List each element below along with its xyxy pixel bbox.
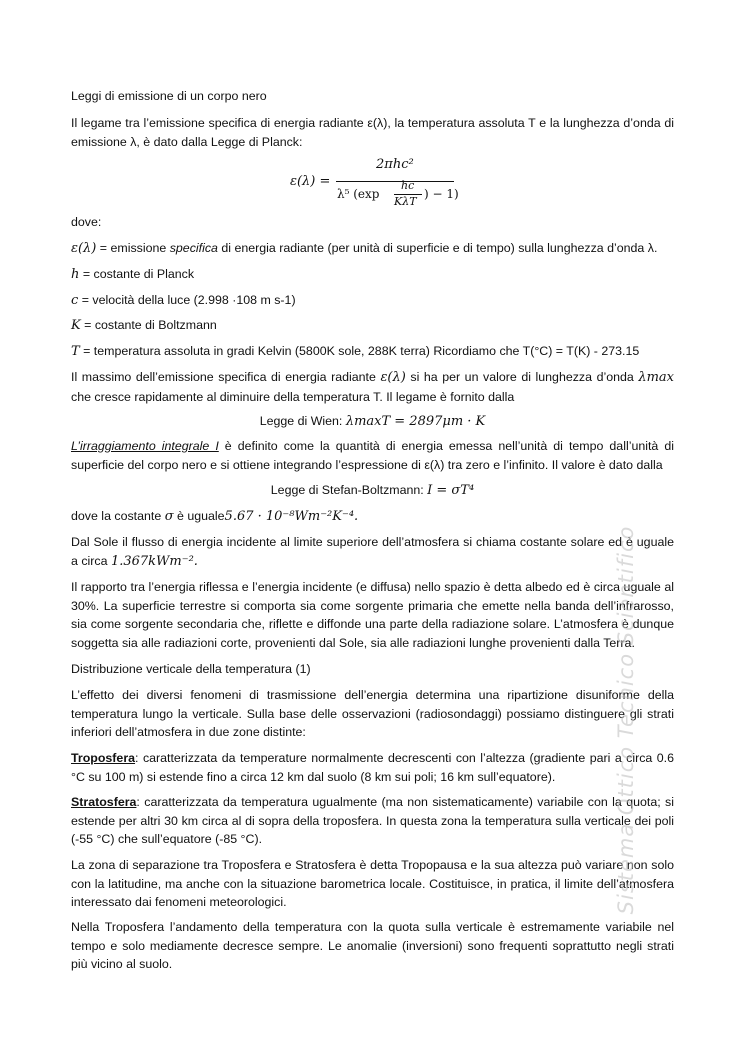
symbol-sigma: σ	[164, 509, 174, 524]
irradiance-text: è definito come la quantità di energia emessa nell’unità di tempo dall’unità di superficie del corpo nero e si ottiene integrando l’espressione di ε(λ) tra zero e l’infinito. Il valore è dato dalla	[71, 439, 674, 472]
definition-epsilon	[71, 239, 674, 259]
definition-emphasis: specifica	[169, 241, 218, 255]
definition-text: = temperatura assoluta in gradi Kelvin (5800K sole, 288K terra) Ricordiamo che T(°C) = T(K) - 273.15	[79, 344, 640, 358]
symbol-lambda-max: λmax	[638, 370, 674, 385]
sigma-paragraph	[71, 507, 674, 527]
definition-h	[71, 265, 674, 285]
tropopause-paragraph: La zona di separazione tra Troposfera e Stratosfera è detta Tropopausa e la sua altezza può variare non solo con la latitudine, ma anche con la situazione barometrica locale. Costituisce, in pratica, il limite dell’atmosfera interessato dai fenomeni meteorologici.	[71, 858, 674, 910]
wien-law-formula: λmaxT = 2897μm · K	[345, 414, 486, 429]
symbol-k: K	[71, 318, 81, 333]
sigma-value: 5.67 · 10⁻⁸Wm⁻²K⁻⁴.	[224, 509, 359, 524]
temperature-distribution-paragraph: L’effetto dei diversi fenomeni di trasmissione dell’energia determina una ripartizione disuniforme della temperatura lungo la verticale. Sulla base delle osservazioni (radiosondaggi) possiamo distinguere gli strati inferiori dell’atmosfera in due zone distinte:	[71, 688, 674, 740]
section-title: Distribuzione verticale della temperatura (1)	[71, 662, 311, 676]
stefan-boltzmann-label: Legge di Stefan-Boltzmann:	[270, 483, 428, 497]
stefan-boltzmann-formula: I = σT⁴	[427, 483, 475, 498]
troposphere-paragraph	[71, 749, 674, 786]
wien-intro-paragraph	[71, 368, 674, 406]
planck-denominator-tail: ) − 1)	[424, 187, 459, 201]
definition-text: = costante di Boltzmann	[80, 318, 217, 332]
symbol-epsilon: ε(λ)	[380, 370, 406, 385]
stratosphere-term: Stratosfera	[71, 795, 137, 809]
sigma-text: dove la costante	[71, 509, 165, 523]
symbol-c: c	[71, 293, 79, 308]
definition-c	[71, 291, 674, 311]
symbol-t: T	[71, 344, 80, 359]
inner-fraction-numerator: hc	[401, 179, 415, 192]
definition-k	[71, 316, 674, 336]
final-paragraph: Nella Troposfera l’andamento della temperatura con la quota sulla verticale è estremamente variabile nel tempo e solo mediamente decresce sempre. Le anomalie (inversioni) sono frequenti soprattutto negli strati più vicino al suolo.	[71, 920, 674, 972]
wien-intro-text: Il massimo dell’emissione specifica di energia radiante	[71, 370, 381, 384]
solar-constant-paragraph	[71, 533, 674, 571]
stratosphere-paragraph	[71, 793, 674, 849]
solar-constant-value: 1.367kWm⁻².	[110, 553, 198, 569]
troposphere-text: : caratterizzata da temperature normalmente decrescenti con l’altezza (gradiente pari a circa 0.6 °C su 100 m) si estende fino a circa 12 km dal suolo (8 km sui poli; 16 km sull’equatore).	[71, 751, 674, 784]
definition-text: = costante di Planck	[79, 267, 195, 281]
symbol-h: h	[71, 267, 80, 282]
solar-constant-text: Dal Sole il flusso di energia incidente al limite superiore dell’atmosfera si chiama costante solare ed è uguale a circa	[71, 535, 674, 568]
document-title: Leggi di emissione di un corpo nero	[71, 89, 267, 103]
wien-intro-text: che cresce rapidamente al diminuire della temperatura T. Il legame è fornito dalla	[71, 389, 515, 404]
definition-text: = emissione	[96, 241, 170, 255]
sigma-text: è uguale	[173, 509, 225, 523]
fraction-bar	[336, 181, 454, 182]
stratosphere-text: : caratterizzata da temperatura ugualmente (ma non sistematicamente) variabile con la quota; si estende per altri 30 km circa al di sopra della troposfera. In questa zona la temperatura sulla verticale dei poli (-55 °C) che sull’equatore (-85 °C).	[71, 795, 674, 847]
wien-law	[71, 412, 674, 432]
watermark-text: Sistema Ottico Tecnico Scientifico	[614, 525, 638, 915]
planck-lhs: ε(λ) =	[290, 174, 331, 189]
albedo-paragraph: Il rapporto tra l’energia riflessa e l’energia incidente (e diffusa) nello spazio è detta albedo ed è circa uguale al 30%. La superficie terrestre si comporta sia come sorgente primaria che emette nella banda dell’infrarosso, sia come sorgente secondaria che, riflette e diffonde una parte della radiazione solare. L’atmosfera è dunque soggetta sia alle radiazioni corte, provenienti dal Sole, sia alle radiazioni lunghe provenienti dalla Terra.	[71, 580, 674, 650]
wien-intro-text: si ha per un valore di lunghezza d’onda	[405, 370, 639, 384]
planck-numerator: 2πhc²	[376, 157, 414, 172]
wien-law-label: Legge di Wien:	[259, 414, 346, 428]
watermark	[586, 520, 686, 940]
planck-denominator-lead: λ⁵ (exp	[337, 187, 380, 201]
troposphere-term: Troposfera	[71, 751, 136, 765]
intro-paragraph: Il legame tra l’emissione specifica di energia radiante ε(λ), la temperatura assoluta T e la lunghezza d’onda di emissione λ, è dato dalla Legge di Planck:	[71, 116, 674, 149]
planck-formula	[290, 157, 460, 207]
definition-text: = velocità della luce (2.998 ·108 m s-1)	[78, 293, 296, 307]
inner-fraction-denominator: KλT	[394, 195, 417, 208]
symbol-epsilon: ε(λ)	[71, 241, 97, 256]
definition-t	[71, 342, 674, 362]
dove-label: dove:	[71, 215, 102, 229]
definition-rest: di energia radiante (per unità di superficie e di tempo) sulla lunghezza d’onda λ.	[217, 241, 658, 255]
irradiance-paragraph	[71, 437, 674, 474]
irradiance-term: L’irraggiamento integrale I	[71, 439, 219, 453]
stefan-boltzmann-law	[71, 481, 674, 501]
